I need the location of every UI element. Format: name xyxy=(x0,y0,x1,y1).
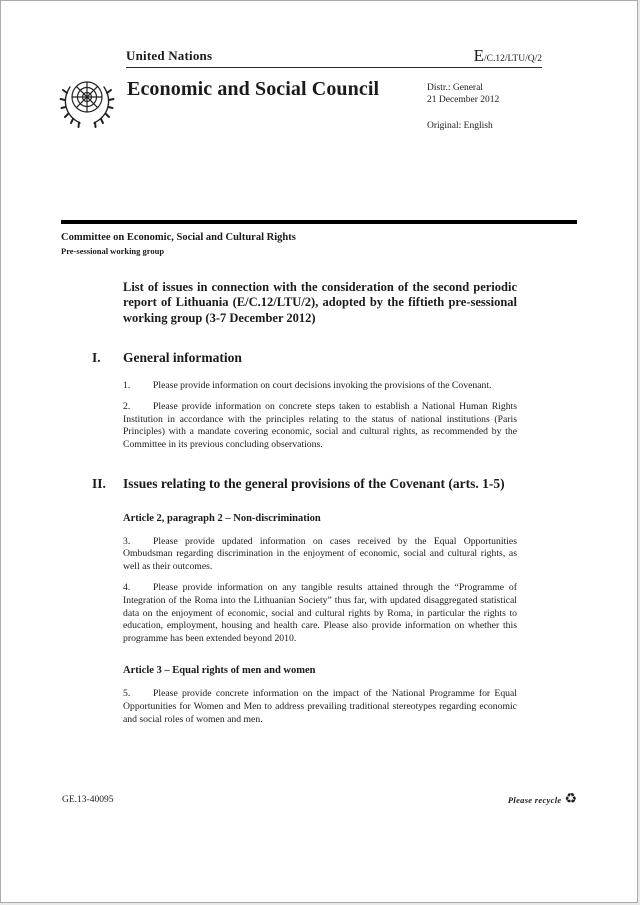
paragraph-2 xyxy=(123,401,517,451)
paragraph-4 xyxy=(123,582,517,645)
document-footer xyxy=(62,793,577,807)
section-heading-text: Issues relating to the general provisions of the Covenant (arts. 1-5) xyxy=(123,475,505,491)
paragraph-number: 3. xyxy=(123,535,131,547)
recycle-label: Please recycle xyxy=(507,795,562,805)
section-heading xyxy=(92,349,517,367)
paragraph-text: Please provide information on concrete steps taken to establish a National Human Rights Institution in accordance with the principles relating to the status of national institutions (Paris Principles) with a mandate covering economic, social and cultural rights, as recommended by the Committee in its previous concluding observations. xyxy=(123,401,517,451)
section-general-information xyxy=(92,349,517,452)
paragraph-number: 4. xyxy=(123,582,131,594)
paragraph-5 xyxy=(123,688,517,726)
committee-subgroup: Pre-sessional working group xyxy=(61,246,165,256)
paragraph-text: Please provide information on any tangible results attained through the “Programme of Integration of the Roma into the Lithuanian Society” thus far, with updated disaggregated statistical data on the enjoyment of economic, social and cultural rights by Roma, in particular the rights to education, employment, housing and health care. Please also provide information on whether this programme has been extended beyond 2010. xyxy=(123,582,517,644)
section-general-provisions xyxy=(92,475,517,727)
document-symbol-rest: /C.12/LTU/Q/2 xyxy=(484,54,542,64)
document-symbol xyxy=(474,47,542,64)
section-numeral: II. xyxy=(92,475,106,491)
paragraph-3 xyxy=(123,536,517,574)
committee-block xyxy=(61,232,577,256)
separator-bar xyxy=(61,220,577,224)
paragraph-text: Please provide information on court decisions invoking the provisions of the Covenant. xyxy=(153,379,492,391)
document-symbol-prefix: E xyxy=(473,46,485,65)
paragraph-text: Please provide concrete information on the impact of the National Programme for Equal Opportunities for Women and Men to address prevailing traditional stereotypes regarding economic and social roles of women and men. xyxy=(123,688,517,725)
recycle-note xyxy=(508,793,577,807)
paragraph-1 xyxy=(123,380,517,393)
masthead xyxy=(61,68,577,220)
section-numeral: I. xyxy=(92,349,101,365)
document-header-row xyxy=(126,47,542,64)
committee-name: Committee on Economic, Social and Cultural Rights xyxy=(61,232,296,243)
paragraph-number: 5. xyxy=(123,688,131,700)
original-language-line: Original: English xyxy=(427,121,493,131)
distribution-info xyxy=(427,82,499,132)
paragraph-number: 2. xyxy=(123,401,131,413)
document-reference: GE.13-40095 xyxy=(62,795,114,805)
article-2-subheading: Article 2, paragraph 2 – Non-discrimination xyxy=(123,512,321,524)
recycle-icon: ♻ xyxy=(564,792,577,807)
date-line: 21 December 2012 xyxy=(427,95,500,105)
section-heading-text: General information xyxy=(123,349,242,365)
section-heading xyxy=(92,475,517,493)
article-3-subheading: Article 3 – Equal rights of men and women xyxy=(123,665,316,677)
paragraph-number: 1. xyxy=(123,379,131,391)
org-name: United Nations xyxy=(126,48,213,63)
document-title: List of issues in connection with the consideration of the second periodic report of Lithuania (E/C.12/LTU/2), adopted by the fiftieth pre-sessional working group (3-7 December 2012) xyxy=(123,280,517,325)
council-title: Economic and Social Council xyxy=(127,78,380,100)
paragraph-text: Please provide updated information on cases received by the Equal Opportunities Ombudsman regarding discrimination in the enjoyment of economic, social and cultural rights, as well as their outcomes. xyxy=(123,535,517,572)
un-emblem-icon xyxy=(58,73,116,131)
document-body xyxy=(92,280,517,726)
distr-line: Distr.: General xyxy=(427,83,483,93)
